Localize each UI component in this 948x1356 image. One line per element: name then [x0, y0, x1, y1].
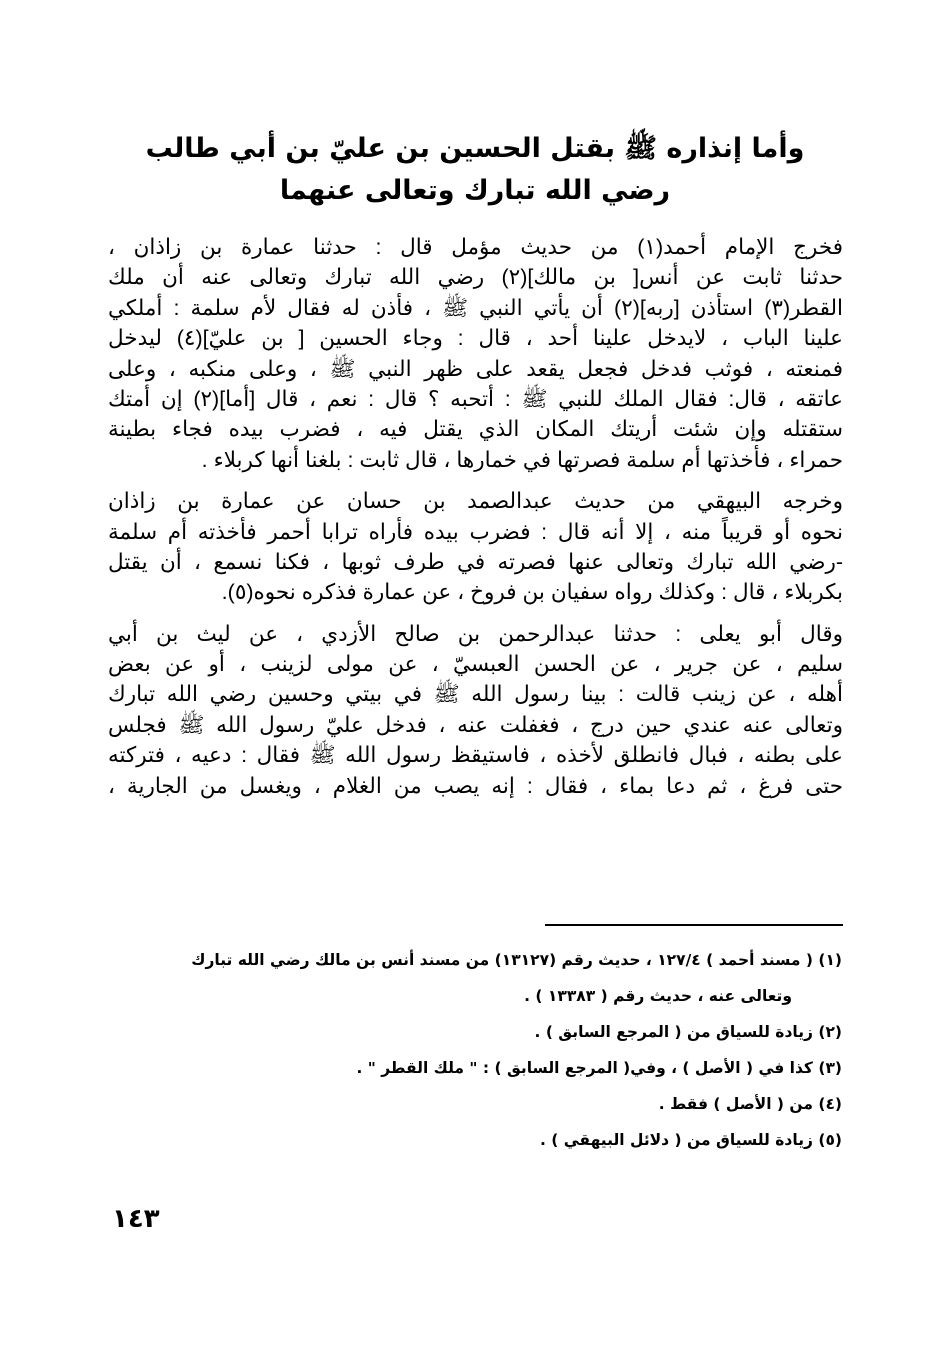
footnote-1-continuation: وتعالى عنه ، حديث رقم ( ١٣٣٨٣ ) . — [524, 987, 792, 1005]
footnote-separator — [545, 924, 843, 926]
title-line-1: وأما إنذاره ﷺ بقتل الحسين بن عليّ بن أبي طالب — [145, 133, 805, 164]
page-number: ١٤٣ — [112, 1204, 160, 1234]
footnote-5: (٥) زيادة للسياق من ( دلائل البيهقي ) . — [539, 1131, 842, 1149]
text-line: وخرجه البيهقي من حديث عبدالصمد بن حسان عن عمارة بن زاذان — [108, 489, 843, 514]
text-line: علينا الباب ، لايدخل علينا أحد ، قال : وجاء الحسين [ بن عليّ](٤) ليدخل — [108, 326, 844, 351]
text-line: عاتقه ، قال: فقال الملك للنبي ﷺ : أتحبه ؟ قال : نعم ، قال [أما](٢) إن أمتك — [108, 386, 844, 411]
text-line: فمنعته ، فوثب فدخل فجعل يقعد على ظهر النبي ﷺ ، وعلى منكبه ، وعلى — [108, 356, 843, 381]
text-line: سليم ، عن جرير ، عن الحسن العبسيّ ، عن مولى لزينب ، أو عن بعض — [108, 652, 843, 677]
footnote-1: (١) ( مسند أحمد ) ١٢٧/٤ ، حديث رقم (١٣١٢٧) من مسند أنس بن مالك رضي الله تبارك — [191, 951, 842, 969]
text-line: حدثنا ثابت عن أنس[ بن مالك](٢) رضي الله تبارك وتعالى عنه أن ملك — [108, 265, 843, 290]
text-line: على بطنه ، فبال فانطلق لأخذه ، فاستيقظ رسول الله ﷺ فقال : دعيه ، فتركته — [108, 743, 843, 768]
text-line: نحوه أو قريباً منه ، إلا أنه قال : فضرب بيده فأراه ترابا أحمر فأخذته أم سلمة — [108, 519, 843, 544]
title-line-2: رضي الله تبارك وتعالى عنهما — [279, 175, 671, 206]
text-line: بكربلاء ، قال : وكذلك رواه سفيان بن فروخ ، عن عمارة فذكره نحوه(٥). — [221, 580, 843, 605]
footnotes — [110, 942, 842, 1158]
footnote-2: (٢) زيادة للسياق من ( المرجع السابق ) . — [534, 1023, 842, 1041]
text-line: وتعالى عنه عندي حين درج ، فغفلت عنه ، فدخل عليّ رسول الله ﷺ فجلس — [108, 712, 843, 737]
text-line: حتى فرغ ، ثم دعا بماء ، فقال : إنه يصب من الغلام ، ويغسل من الجارية ، — [108, 773, 843, 798]
footnote-3: (٣) كذا في ( الأصل ) ، وفي( المرجع السابق ) : " ملك القطر " . — [356, 1059, 842, 1077]
paragraph-3 — [108, 619, 843, 801]
main-text — [108, 232, 843, 812]
chapter-title — [110, 128, 840, 212]
text-line: حمراء ، فأخذتها أم سلمة فصرتها في خمارها ، قال ثابت : بلغنا أنها كربلاء . — [201, 447, 843, 472]
text-line: أهله ، عن زينب قالت : بينا رسول الله ﷺ في بيتي وحسين رضي الله تبارك — [108, 682, 843, 707]
text-line: فخرج الإمام أحمد(١) من حديث مؤمل قال : حدثنا عمارة بن زاذان ، — [108, 235, 843, 259]
footnote-4: (٤) من ( الأصل ) فقط . — [658, 1095, 842, 1113]
text-line: وقال أبو يعلى : حدثنا عبدالرحمن بن صالح الأزدي ، عن ليث بن أبي — [108, 621, 843, 646]
text-line: ستقتله وإن شئت أريتك المكان الذي يقتل فيه ، فضرب بيده فجاء بطينة — [108, 417, 843, 442]
paragraph-1 — [108, 232, 843, 475]
text-line: -رضي الله تبارك وتعالى عنها فصرته في طرف ثوبها ، فكنا نسمع ، أن يقتل — [108, 549, 843, 574]
text-line: القطر(٣) استأذن [ربه](٢) أن يأتي النبي ﷺ ، فأذن له فقال لأم سلمة : أملكي — [108, 295, 843, 320]
paragraph-2 — [108, 486, 843, 608]
